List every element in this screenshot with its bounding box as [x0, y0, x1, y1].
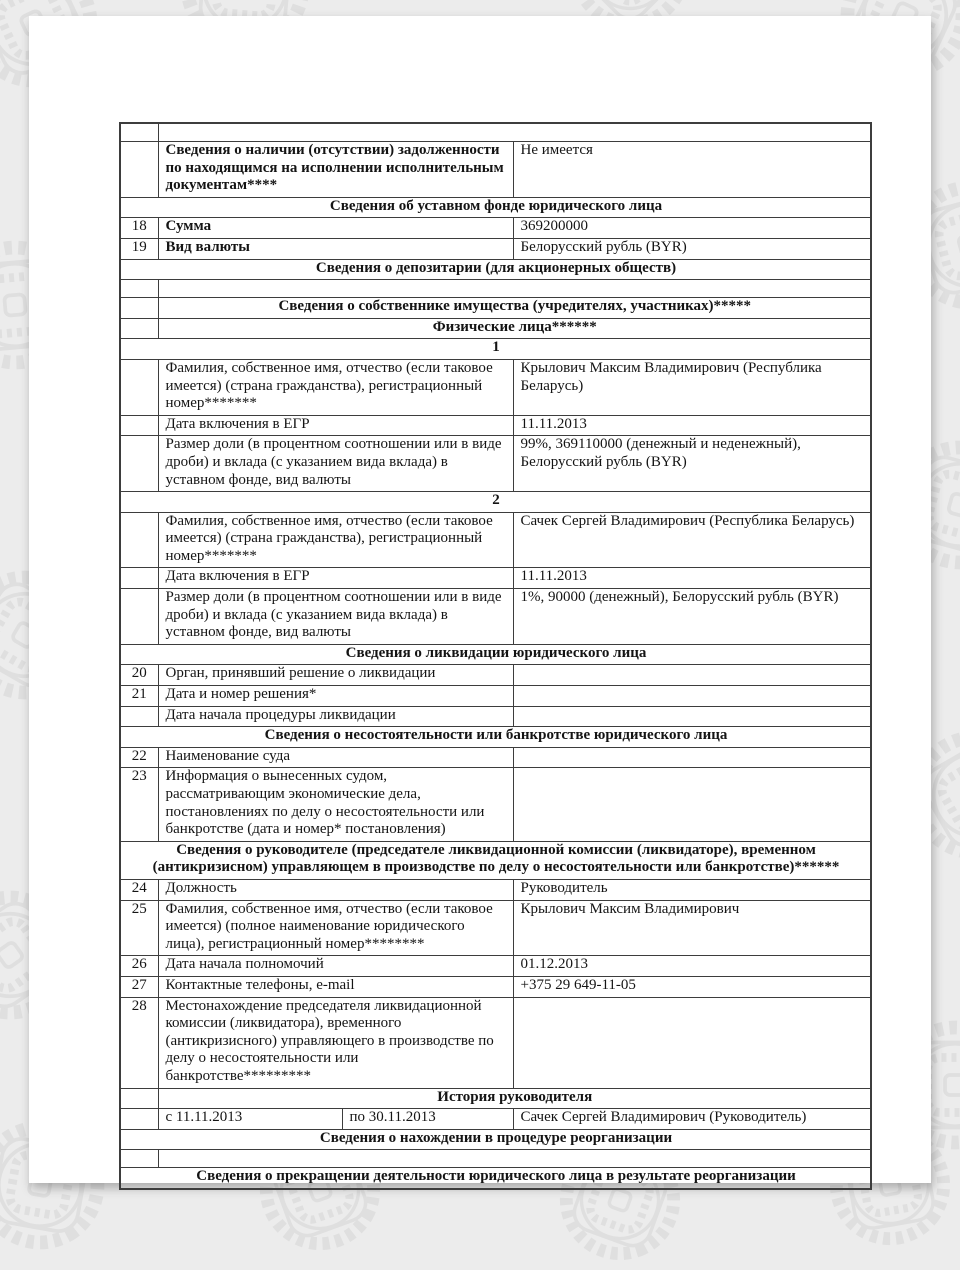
row-value-cell	[513, 665, 871, 686]
table-row	[120, 706, 871, 727]
table-row	[120, 359, 871, 415]
row-label-cell: Фамилия, собственное имя, отчество (если таковое имеется) (полное наименование юридического лица), регистрационный номер********	[158, 900, 513, 956]
section-header: Сведения о прекращении деятельности юридического лица в результате реорганизации	[120, 1168, 871, 1189]
empty-cell	[158, 1150, 871, 1168]
section-header: Физические лица******	[158, 318, 871, 339]
table-row	[120, 589, 871, 645]
row-number-cell	[120, 318, 158, 339]
section-header: 1	[120, 339, 871, 360]
row-value-cell	[513, 706, 871, 727]
row-number-cell	[120, 415, 158, 436]
history-to-cell: по 30.11.2013	[342, 1109, 513, 1130]
row-value-cell: Белорусский рубль (BYR)	[513, 238, 871, 259]
row-value-cell: Крылович Максим Владимирович	[513, 900, 871, 956]
row-number-cell: 21	[120, 686, 158, 707]
row-label-cell: Дата начала процедуры ликвидации	[158, 706, 513, 727]
row-value-cell	[513, 747, 871, 768]
row-label-cell: Размер доли (в процентном соотношении или в виде дроби) и вклада (с указанием вида вклада) в уставном фонде, вид валюты	[158, 589, 513, 645]
row-number-cell	[120, 512, 158, 568]
row-number-cell: 20	[120, 665, 158, 686]
section-header: Сведения о несостоятельности или банкротстве юридического лица	[120, 727, 871, 748]
row-value-cell: +375 29 649-11-05	[513, 976, 871, 997]
row-value-cell: 369200000	[513, 218, 871, 239]
row-number-cell: 18	[120, 218, 158, 239]
row-label-cell: Фамилия, собственное имя, отчество (если таковое имеется) (страна гражданства), регистрационный номер*******	[158, 512, 513, 568]
table-row	[120, 238, 871, 259]
row-label-cell: Орган, принявший решение о ликвидации	[158, 665, 513, 686]
row-label-cell: Дата включения в ЕГР	[158, 415, 513, 436]
table-row	[120, 997, 871, 1088]
row-number-cell	[120, 589, 158, 645]
row-label-cell: Дата начала полномочий	[158, 956, 513, 977]
table-section-row	[120, 1088, 871, 1109]
row-number-cell: 24	[120, 879, 158, 900]
row-label-cell: Сведения о наличии (отсутствии) задолженности по находящимся на исполнении исполнительным документам****	[158, 142, 513, 198]
row-number-cell	[120, 436, 158, 492]
row-value-cell: 11.11.2013	[513, 568, 871, 589]
row-number-cell	[120, 123, 158, 142]
table-row	[120, 568, 871, 589]
table-section-row	[120, 318, 871, 339]
table-row	[120, 900, 871, 956]
row-number-cell: 19	[120, 238, 158, 259]
row-label-cell: Должность	[158, 879, 513, 900]
history-value-cell: Сачек Сергей Владимирович (Руководитель)	[513, 1109, 871, 1130]
row-label-cell: Дата включения в ЕГР	[158, 568, 513, 589]
table-section-row	[120, 339, 871, 360]
table-row	[120, 142, 871, 198]
row-number-cell	[120, 359, 158, 415]
row-number-cell: 27	[120, 976, 158, 997]
table-row	[120, 768, 871, 841]
table-row	[120, 218, 871, 239]
table-section-row	[120, 1168, 871, 1189]
section-header: Сведения о руководителе (председателе ликвидационной комиссии (ликвидаторе), временном (антикризисном) управляющем в производстве по делу о несостоятельности или банкротстве)******	[120, 841, 871, 879]
table-spacer-row	[120, 1150, 871, 1168]
section-header: Сведения о собственнике имущества (учредителях, участниках)*****	[158, 298, 871, 319]
row-number-cell	[120, 1109, 158, 1130]
table-row	[120, 879, 871, 900]
table-section-row	[120, 197, 871, 218]
row-value-cell: Руководитель	[513, 879, 871, 900]
row-number-cell: 26	[120, 956, 158, 977]
table-section-row	[120, 727, 871, 748]
row-number-cell	[120, 568, 158, 589]
row-value-cell: 99%, 369110000 (денежный и неденежный), Белорусский рубль (BYR)	[513, 436, 871, 492]
row-label-cell: Сумма	[158, 218, 513, 239]
row-value-cell: Крылович Максим Владимирович (Республика Беларусь)	[513, 359, 871, 415]
table-section-row	[120, 1129, 871, 1150]
table-section-row	[120, 259, 871, 280]
row-number-cell	[120, 1150, 158, 1168]
row-label-cell: Вид валюты	[158, 238, 513, 259]
row-label-cell: Фамилия, собственное имя, отчество (если таковое имеется) (страна гражданства), регистрационный номер*******	[158, 359, 513, 415]
section-header: Сведения о нахождении в процедуре реорганизации	[120, 1129, 871, 1150]
row-label-cell: Наименование суда	[158, 747, 513, 768]
table-section-row	[120, 492, 871, 513]
row-value-cell	[513, 686, 871, 707]
row-number-cell: 22	[120, 747, 158, 768]
table-section-row	[120, 841, 871, 879]
table-row	[120, 956, 871, 977]
row-value-cell: Не имеется	[513, 142, 871, 198]
table-row	[120, 1109, 871, 1130]
row-value-cell: 1%, 90000 (денежный), Белорусский рубль (BYR)	[513, 589, 871, 645]
row-value-cell	[513, 768, 871, 841]
document-page	[29, 16, 931, 1183]
row-label-cell: Информация о вынесенных судом, рассматривающим экономические дела, постановлениях по делу о несостоятельности или банкротстве (дата и номер* постановления)	[158, 768, 513, 841]
table-spacer-row	[120, 280, 871, 298]
table-section-row	[120, 644, 871, 665]
table-row	[120, 976, 871, 997]
table-row	[120, 686, 871, 707]
table-spacer-row	[120, 123, 871, 142]
row-number-cell: 25	[120, 900, 158, 956]
row-label-cell: Дата и номер решения*	[158, 686, 513, 707]
table-row	[120, 415, 871, 436]
empty-cell	[158, 280, 871, 298]
section-header: Сведения об уставном фонде юридического лица	[120, 197, 871, 218]
row-label-cell: Местонахождение председателя ликвидационной комиссии (ликвидатора), временного (антикризисного) управляющего в производстве по делу о несостоятельности или банкротстве*********	[158, 997, 513, 1088]
table-section-row	[120, 298, 871, 319]
section-header: История руководителя	[158, 1088, 871, 1109]
section-header: Сведения о ликвидации юридического лица	[120, 644, 871, 665]
row-value-cell	[513, 997, 871, 1088]
row-value-cell: 11.11.2013	[513, 415, 871, 436]
table-row	[120, 747, 871, 768]
row-number-cell	[120, 706, 158, 727]
history-from-cell: с 11.11.2013	[158, 1109, 342, 1130]
section-header: 2	[120, 492, 871, 513]
row-number-cell	[120, 280, 158, 298]
row-value-cell: Сачек Сергей Владимирович (Республика Беларусь)	[513, 512, 871, 568]
registry-table	[119, 122, 872, 1190]
table-row	[120, 665, 871, 686]
row-value-cell: 01.12.2013	[513, 956, 871, 977]
row-number-cell: 23	[120, 768, 158, 841]
empty-cell	[158, 123, 871, 142]
registry-table-body	[120, 123, 871, 1189]
row-number-cell	[120, 142, 158, 198]
row-label-cell: Размер доли (в процентном соотношении или в виде дроби) и вклада (с указанием вида вклада) в уставном фонде, вид валюты	[158, 436, 513, 492]
row-number-cell	[120, 1088, 158, 1109]
table-row	[120, 512, 871, 568]
section-header: Сведения о депозитарии (для акционерных обществ)	[120, 259, 871, 280]
row-number-cell: 28	[120, 997, 158, 1088]
row-number-cell	[120, 298, 158, 319]
row-label-cell: Контактные телефоны, e-mail	[158, 976, 513, 997]
table-row	[120, 436, 871, 492]
